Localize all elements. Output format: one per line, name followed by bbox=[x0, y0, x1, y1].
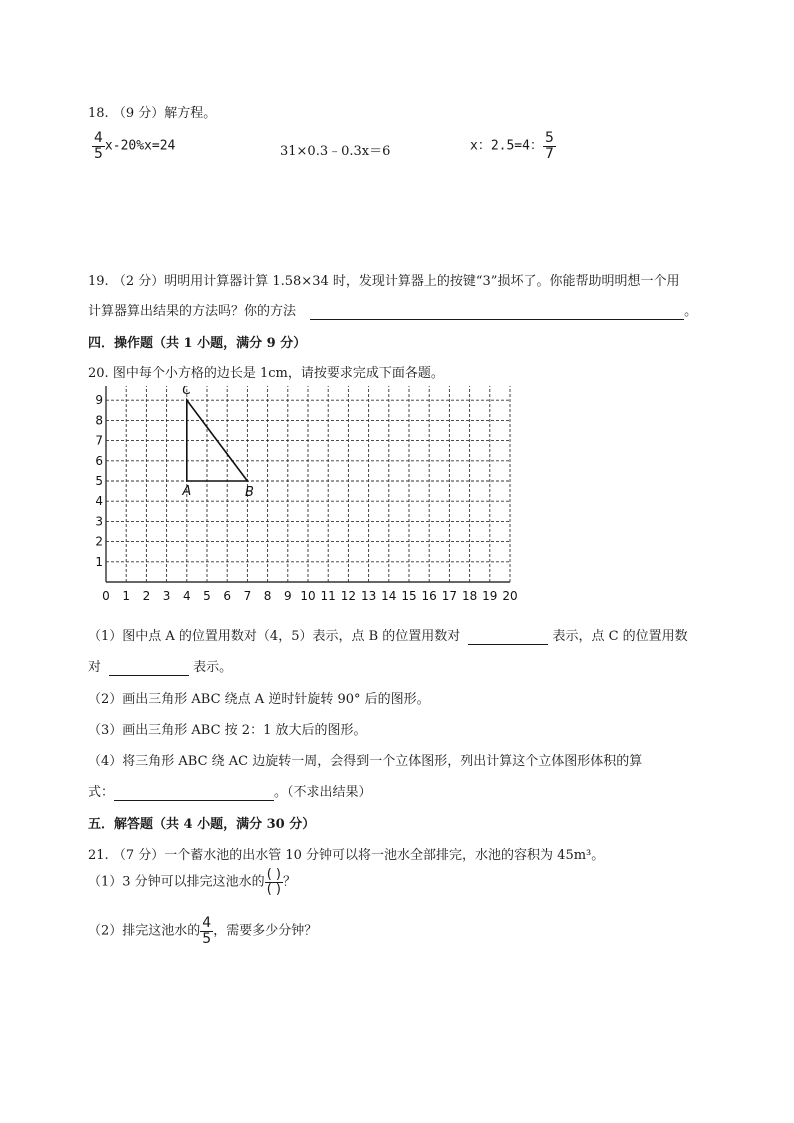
y-axis-labels bbox=[88, 386, 103, 569]
q21-number: 21. bbox=[88, 848, 109, 863]
q20-number: 20. bbox=[88, 366, 109, 381]
q20-sub1-line-1 bbox=[88, 625, 688, 645]
q18-eq3-numerator: 5 bbox=[544, 130, 554, 146]
q21-sub2-fraction bbox=[200, 916, 213, 946]
y-tick-label: 7 bbox=[95, 433, 103, 448]
y-tick-label bbox=[88, 386, 103, 387]
x-tick-label: 18 bbox=[461, 589, 478, 603]
y-tick-label: 2 bbox=[95, 534, 103, 549]
x-tick-label: 20 bbox=[502, 589, 518, 603]
point-labels bbox=[181, 386, 254, 500]
q20-volume-blank[interactable] bbox=[114, 785, 274, 801]
q18-eq1-rest: x-20%x=24 bbox=[104, 138, 176, 154]
x-tick-label: 9 bbox=[283, 589, 292, 603]
q20-point-c-blank[interactable] bbox=[109, 660, 189, 676]
q21-sub1-text-b: ？ bbox=[282, 874, 296, 890]
q19-text-1: 明明用计算器计算 1.58×34 时，发现计算器上的按键“3”损坏了。你能帮助明明想一个用 bbox=[164, 274, 680, 289]
q20-sub3: （3）画出三角形 ABC 按 2：1 放大后的图形。 bbox=[88, 723, 367, 738]
x-tick-label: 7 bbox=[243, 589, 252, 603]
q21-prompt: 一个蓄水池的出水管 10 分钟可以将一池水全部排完，水池的容积为 45m³。 bbox=[164, 848, 605, 863]
q20-prompt: 图中每个小方格的边长是 1cm，请按要求完成下面各题。 bbox=[112, 366, 444, 381]
q18-eq1-fraction bbox=[92, 131, 105, 161]
x-tick-label: 16 bbox=[421, 589, 437, 603]
q20-sub1-text-b: 表示，点 C 的位置用数 bbox=[552, 629, 688, 644]
x-tick-label: 2 bbox=[142, 589, 151, 603]
q20-header bbox=[88, 362, 444, 381]
q18-equation-1 bbox=[92, 131, 175, 161]
q21-sub1-fraction-blank[interactable] bbox=[265, 868, 283, 896]
x-tick-label: 12 bbox=[340, 589, 357, 603]
q18-equation-3 bbox=[470, 131, 556, 161]
q19-score: （2 分） bbox=[112, 274, 165, 289]
grid-lines bbox=[106, 386, 510, 582]
x-tick-label: 13 bbox=[360, 589, 377, 603]
q19-answer-blank[interactable] bbox=[310, 304, 684, 320]
q19-number: 19. bbox=[88, 274, 109, 289]
q21-sub2 bbox=[88, 916, 317, 946]
q18-eq3-lead: x：2.5=4： bbox=[470, 138, 543, 154]
point-label-b: B bbox=[244, 485, 254, 500]
x-tick-label: 10 bbox=[300, 589, 316, 603]
x-tick-label: 4 bbox=[182, 589, 191, 603]
x-tick-label: 17 bbox=[441, 589, 458, 603]
q20-sub2: （2）画出三角形 ABC 绕点 A 逆时针旋转 90° 后的图形。 bbox=[88, 692, 430, 707]
q19-end: 。 bbox=[684, 304, 698, 319]
y-tick-label: 6 bbox=[95, 453, 103, 468]
section-4-title: 四．操作题（共 1 小题，满分 9 分） bbox=[88, 336, 307, 351]
q21-sub2-denominator: 5 bbox=[202, 930, 212, 947]
x-tick-label: 14 bbox=[381, 589, 397, 603]
q18-equation-2: 31×0.3﹣0.3x＝6 bbox=[280, 144, 391, 159]
q20-sub1-text-a: （1）图中点 A 的位置用数对（4，5）表示，点 B 的位置用数对 bbox=[88, 629, 461, 644]
point-label-c: C bbox=[182, 386, 192, 399]
q20-sub1-text-c: 对 bbox=[88, 660, 102, 675]
x-tick-label: 3 bbox=[162, 589, 171, 603]
q18-eq3-fraction bbox=[543, 131, 556, 161]
y-tick-label: 1 bbox=[95, 554, 103, 569]
q20-sub4-line-1: （4）将三角形 ABC 绕 AC 边旋转一周，会得到一个立体图形，列出计算这个立体图形体积的算 bbox=[88, 754, 643, 769]
q18-eq3-denominator: 7 bbox=[544, 145, 554, 162]
q21-sub1-denominator: ( ) bbox=[266, 881, 281, 897]
q21-sub2-text-b: ，需要多少分钟？ bbox=[213, 923, 318, 939]
coordinate-grid bbox=[88, 386, 528, 618]
q20-sub4-text-c: 。（不求出结果） bbox=[274, 785, 372, 800]
y-tick-label: 5 bbox=[95, 474, 103, 488]
x-tick-label: 8 bbox=[263, 589, 272, 603]
x-tick-label: 5 bbox=[203, 589, 211, 603]
q19-line-1 bbox=[88, 270, 679, 289]
y-tick-label: 9 bbox=[95, 393, 103, 408]
q21-sub1 bbox=[88, 868, 296, 896]
q18-prompt: 解方程。 bbox=[164, 106, 217, 121]
x-tick-label: 6 bbox=[223, 589, 232, 603]
q20-point-b-blank[interactable] bbox=[468, 629, 548, 645]
q18-score: （9 分） bbox=[112, 106, 165, 121]
x-tick-label: 0 bbox=[102, 589, 110, 603]
q20-sub4-text-b: 式： bbox=[88, 785, 115, 800]
q21-sub2-numerator: 4 bbox=[202, 915, 212, 931]
q21-sub1-numerator: ( ) bbox=[266, 867, 281, 882]
point-label-a: A bbox=[182, 484, 192, 499]
q20-sub1-line-2 bbox=[88, 656, 232, 676]
q18-eq1-numerator: 4 bbox=[94, 130, 103, 146]
y-tick-label: 4 bbox=[95, 494, 103, 509]
q21-score: （7 分） bbox=[112, 848, 165, 863]
q18-header bbox=[88, 102, 216, 121]
q18-eq1-denominator: 5 bbox=[94, 145, 103, 162]
q20-sub4-line-2 bbox=[88, 781, 372, 801]
q21-header bbox=[88, 844, 604, 863]
section-5-title: 五．解答题（共 4 小题，满分 30 分） bbox=[88, 817, 316, 832]
q18-number: 18. bbox=[88, 106, 109, 121]
q21-sub1-text-a: （1）3 分钟可以排完这池水的 bbox=[88, 874, 265, 890]
x-axis-labels bbox=[102, 589, 517, 603]
x-tick-label: 19 bbox=[482, 589, 498, 603]
x-tick-label: 15 bbox=[401, 589, 417, 603]
q20-sub1-text-d: 表示。 bbox=[193, 660, 233, 675]
x-tick-label: 1 bbox=[122, 589, 131, 603]
q19-line-2 bbox=[88, 300, 697, 320]
y-tick-label: 3 bbox=[95, 514, 103, 529]
y-tick-label: 8 bbox=[95, 413, 103, 428]
q19-text-2: 计算器算出结果的方法吗？你的方法 bbox=[88, 304, 297, 319]
q21-sub2-text-a: （2）排完这池水的 bbox=[88, 923, 201, 939]
x-tick-label: 11 bbox=[320, 589, 336, 603]
